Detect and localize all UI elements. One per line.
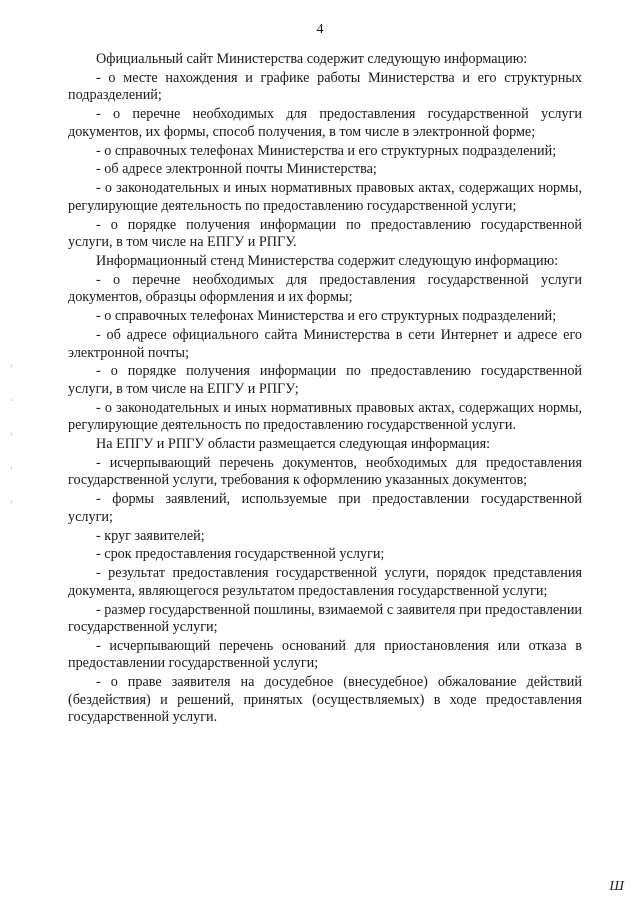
list-item: - о порядке получения информации по предоставлению государственной услуги, в том числе на ЕПГУ и РПГУ. bbox=[68, 216, 582, 251]
section-heading-portal: На ЕПГУ и РПГУ области размещается следующая информация: bbox=[96, 436, 491, 453]
margin-scan-marks: · · · · · bbox=[10, 362, 13, 507]
list-item: - исчерпывающий перечень оснований для приостановления или отказа в предоставлении государственной услуги; bbox=[68, 638, 582, 672]
list-item: - результат предоставления государственной услуги, порядок представления документа, являющегося результатом предоставления государственной услуги; bbox=[68, 565, 582, 599]
list-item: - об адресе официального сайта Министерства в сети Интернет и адресе его электронной почты; bbox=[68, 327, 582, 361]
list-item: - о справочных телефонах Министерства и его структурных подразделений; bbox=[96, 308, 557, 325]
list-item: - о законодательных и иных нормативных правовых актах, содержащих нормы, регулирующие деятельность по предоставлению государственной услуги; bbox=[68, 180, 582, 214]
list-item: - о перечне необходимых для предоставления государственной услуги документов, их формы, способ получения, в том числе в электронной форме; bbox=[68, 106, 582, 140]
corner-handwritten-mark: Ш bbox=[609, 879, 624, 894]
list-item: - о праве заявителя на досудебное (внесудебное) обжалование действий (бездействия) и решений, принятых (осуществляемых) в ходе предоставления государственной услуги. bbox=[68, 674, 582, 726]
document-body bbox=[68, 50, 582, 728]
list-item: - о законодательных и иных нормативных правовых актах, содержащих нормы, регулирующие деятельность по предоставлению государственной услуги. bbox=[68, 399, 582, 434]
section-heading-site: Официальный сайт Министерства содержит следующую информацию: bbox=[96, 51, 528, 67]
list-item: - исчерпывающий перечень документов, необходимых для предоставления государственной услуги, требования к оформлению указанных документов; bbox=[68, 454, 582, 489]
list-item: - срок предоставления государственной услуги; bbox=[96, 546, 385, 563]
list-item: - о перечне необходимых для предоставления государственной услуги документов, образцы оформления и их формы; bbox=[68, 271, 582, 306]
list-item: - формы заявлений, используемые при предоставлении государственной услуги; bbox=[68, 491, 582, 525]
list-item: - об адресе электронной почты Министерства; bbox=[96, 161, 377, 178]
list-item: - о месте нахождения и графике работы Министерства и его структурных подразделений; bbox=[68, 69, 582, 104]
list-item: - круг заявителей; bbox=[96, 527, 205, 544]
list-item: - о порядке получения информации по предоставлению государственной услуги, в том числе на ЕПГУ и РПГУ; bbox=[68, 363, 582, 397]
page-number: 4 bbox=[316, 22, 324, 37]
section-heading-stand: Информационный стенд Министерства содержит следующую информацию: bbox=[96, 252, 559, 269]
list-item: - размер государственной пошлины, взимаемой с заявителя при предоставлении государственной услуги; bbox=[68, 601, 582, 636]
list-item: - о справочных телефонах Министерства и его структурных подразделений; bbox=[96, 142, 557, 159]
